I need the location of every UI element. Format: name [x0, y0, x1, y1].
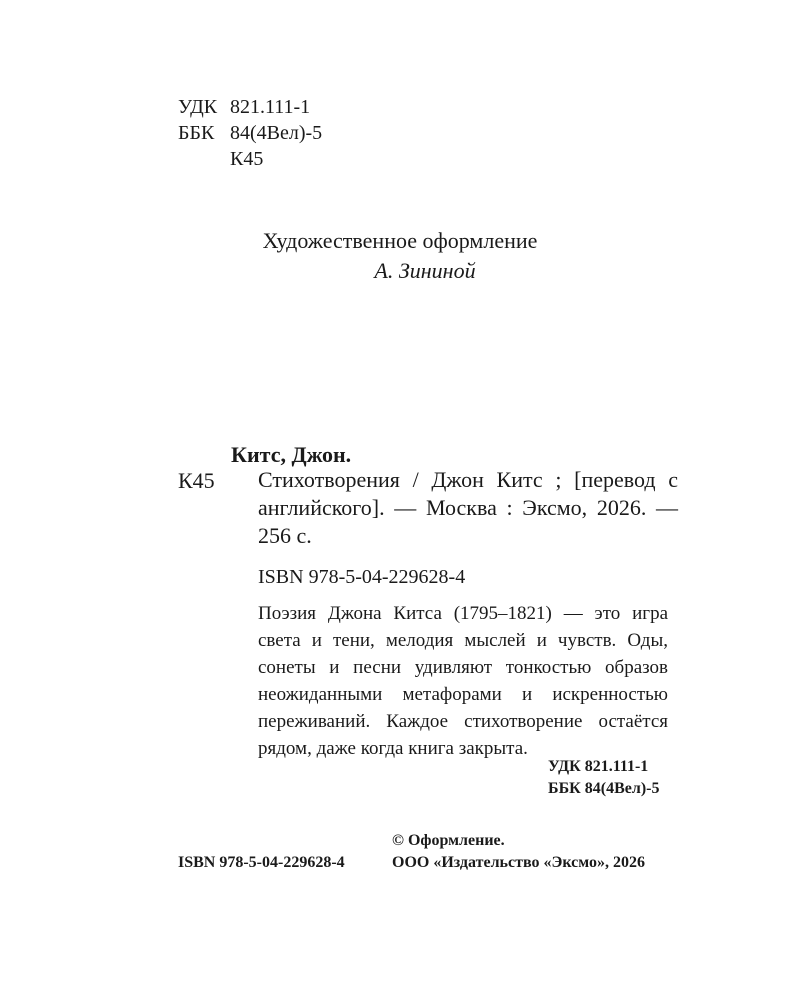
bbk-label: ББК: [178, 122, 215, 144]
catalog-bbk: ББК 84(4Вел)-5: [548, 780, 660, 797]
copyright-isbn: ISBN 978-5-04-229628-4: [178, 854, 345, 871]
author-heading: Китс, Джон.: [231, 442, 352, 467]
shelf-mark: К45: [178, 468, 215, 493]
bbk-row: [178, 120, 322, 146]
udk-label: УДК: [178, 96, 218, 118]
udk-code: 821.111-1: [230, 96, 311, 118]
author-mark: К45: [230, 148, 264, 170]
credits-role: Художественное оформление: [262, 228, 538, 253]
author-mark-row: [178, 146, 322, 172]
copyright-block: [178, 830, 678, 874]
design-credits: [0, 226, 800, 286]
catalog-udk: УДК 821.111-1: [548, 758, 649, 775]
bbk-code: 84(4Вел)-5: [230, 122, 323, 144]
copyright-design: © Оформление.: [392, 832, 505, 849]
classification-block: [178, 94, 322, 172]
catalog-codes: [548, 756, 660, 800]
bibliographic-description: Стихотворения / Джон Китс ; [перевод с английского]. — Москва : Эксмо, 2026. — 256 с.: [258, 467, 678, 548]
copyright-publisher: ООО «Издательство «Эксмо», 2026: [392, 854, 645, 871]
udk-row: [178, 94, 322, 120]
credits-artist: А. Зининой: [374, 258, 476, 283]
book-annotation: Поэзия Джона Китса (1795–1821) — это игра света и тени, мелодия мыслей и чувств. Оды, сонеты и песни удивляют тонкостью образов неожиданными метафорами и искренностью переживаний. Каждое стихотворение остаётся рядом, даже когда книга закрыта.: [258, 603, 668, 759]
catalog-isbn: ISBN 978-5-04-229628-4: [258, 566, 466, 588]
